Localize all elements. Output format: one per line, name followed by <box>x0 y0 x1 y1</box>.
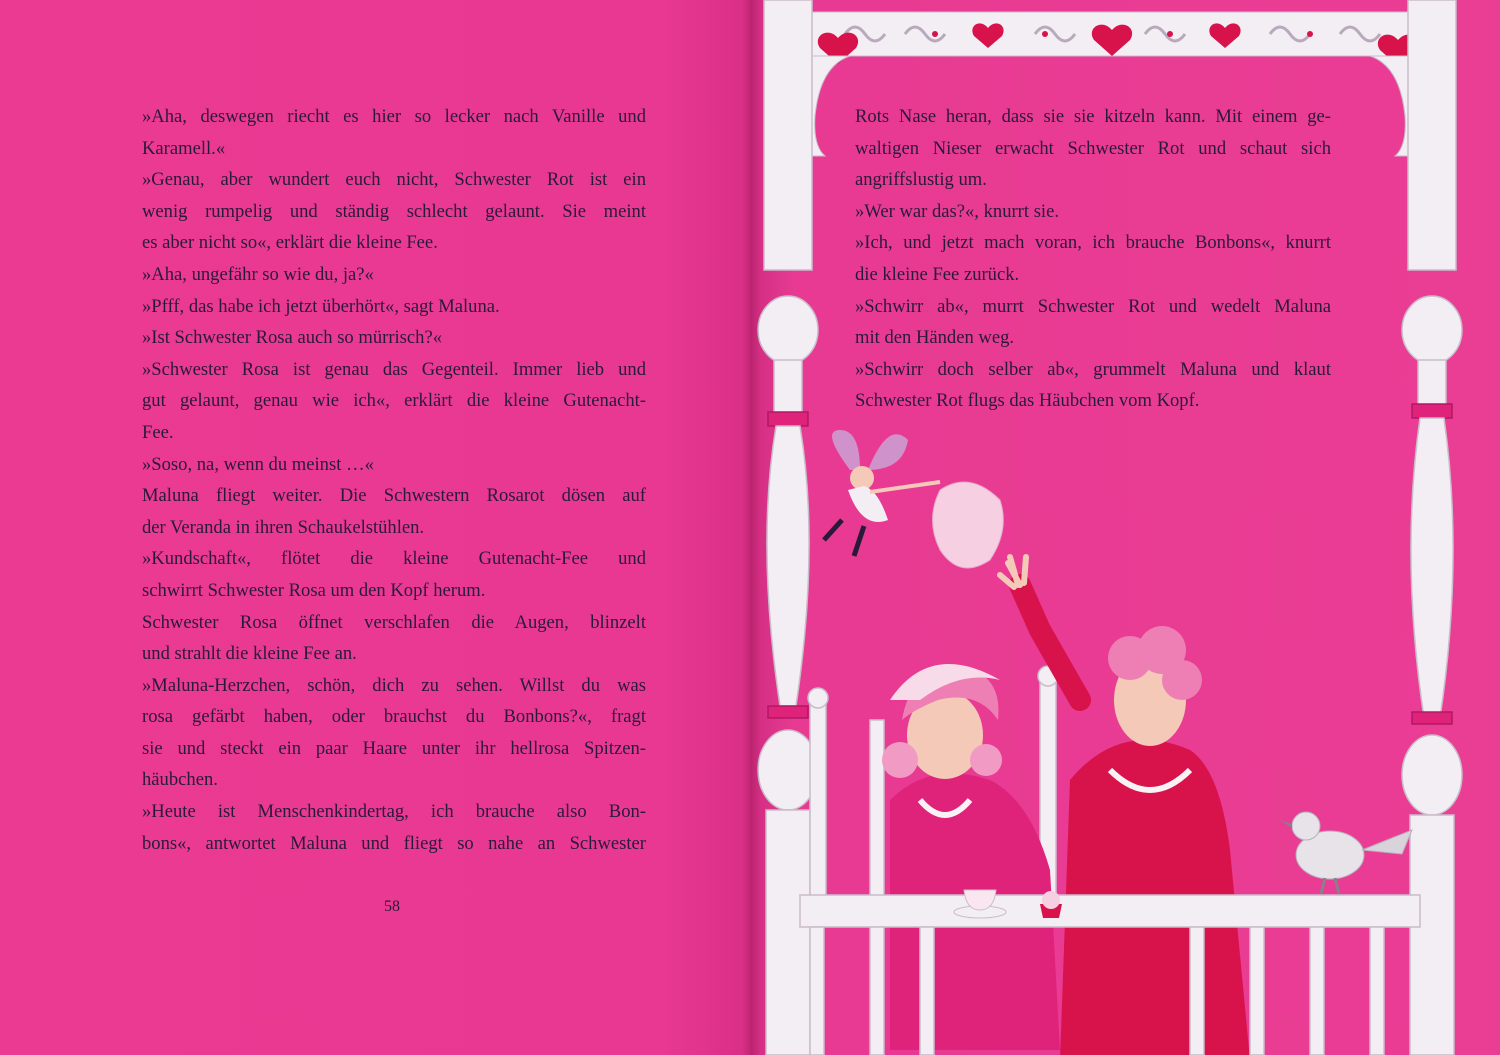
text-line: Rots Nase heran, dass sie sie kitzeln kann. Mit einem ge- <box>855 106 1331 127</box>
text-line: »Aha, deswegen riecht es hier so lecker nach Vanille und <box>142 106 646 127</box>
text-line: »Maluna-Herzchen, schön, dich zu sehen. Willst du was <box>142 674 646 696</box>
text-line: »Kundschaft«, flötet die kleine Gutenacht-Fee und <box>142 548 646 570</box>
text-line: wenig rumpelig und ständig schlecht gelaunt. Sie meint <box>142 200 646 222</box>
text-line: mit den Händen weg. <box>855 327 1015 349</box>
text-line: angriffslustig um. <box>855 169 987 191</box>
text-line: und strahlt die kleine Fee an. <box>142 643 357 665</box>
text-line: »Heute ist Menschenkindertag, ich brauche also Bon- <box>142 801 646 823</box>
text-line: »Aha, ungefähr so wie du, ja?« <box>142 263 374 285</box>
text-line: rosa gefärbt haben, oder brauchst du Bonbons?«, fragt <box>142 706 646 728</box>
text-line: sie und steckt ein paar Haare unter ihr hellrosa Spitzen- <box>142 737 646 759</box>
text-line: »Ich, und jetzt mach voran, ich brauche Bonbons«, knurrt <box>855 232 1331 254</box>
right-page-text <box>855 101 1331 417</box>
sister-rosa-figure <box>882 664 1060 1050</box>
text-line: Schwester Rosa öffnet verschlafen die Augen, blinzelt <box>142 611 646 633</box>
text-line: »Pfff, das habe ich jetzt überhört«, sagt Maluna. <box>142 295 500 317</box>
text-line: häubchen. <box>142 769 218 791</box>
text-line: »Ist Schwester Rosa auch so mürrisch?« <box>142 327 443 349</box>
page-number: 58 <box>384 898 400 915</box>
bonnet <box>933 482 1004 568</box>
text-line: Schwester Rot flugs das Häubchen vom Kopf. <box>855 390 1200 412</box>
text-line: waltigen Nieser erwacht Schwester Rot und schaut sich <box>855 137 1331 159</box>
left-page-text <box>142 101 646 859</box>
fairy-maluna <box>824 430 940 556</box>
text-line: »Soso, na, wenn du meinst …« <box>142 453 374 475</box>
book-gutter <box>742 0 760 1055</box>
text-line: gut gelaunt, genau wie ich«, erklärt die kleine Gutenacht- <box>142 390 646 412</box>
text-line: »Wer war das?«, knurrt sie. <box>855 200 1059 222</box>
text-line: schwirrt Schwester Rosa um den Kopf herum. <box>142 579 486 601</box>
text-line: »Schwirr ab«, murrt Schwester Rot und wedelt Maluna <box>855 295 1331 317</box>
text-line: »Schwirr doch selber ab«, grummelt Maluna und klaut <box>855 358 1331 380</box>
text-line: »Schwester Rosa ist genau das Gegenteil. Immer lieb und <box>142 358 646 380</box>
text-line: bons«, antwortet Maluna und fliegt so nahe an Schwester <box>142 832 646 854</box>
left-bracket <box>810 56 850 156</box>
right-bracket <box>1370 56 1410 156</box>
text-line: Maluna fliegt weiter. Die Schwestern Rosarot dösen auf <box>142 485 646 507</box>
text-line: der Veranda in ihren Schaukelstühlen. <box>142 516 425 538</box>
text-line: Fee. <box>142 421 174 443</box>
text-line: Karamell.« <box>142 137 226 159</box>
text-line: es aber nicht so«, erklärt die kleine Fee. <box>142 232 438 254</box>
text-line: die kleine Fee zurück. <box>855 263 1020 285</box>
text-line: »Genau, aber wundert euch nicht, Schwester Rot ist ein <box>142 169 646 191</box>
bird <box>1280 812 1412 894</box>
